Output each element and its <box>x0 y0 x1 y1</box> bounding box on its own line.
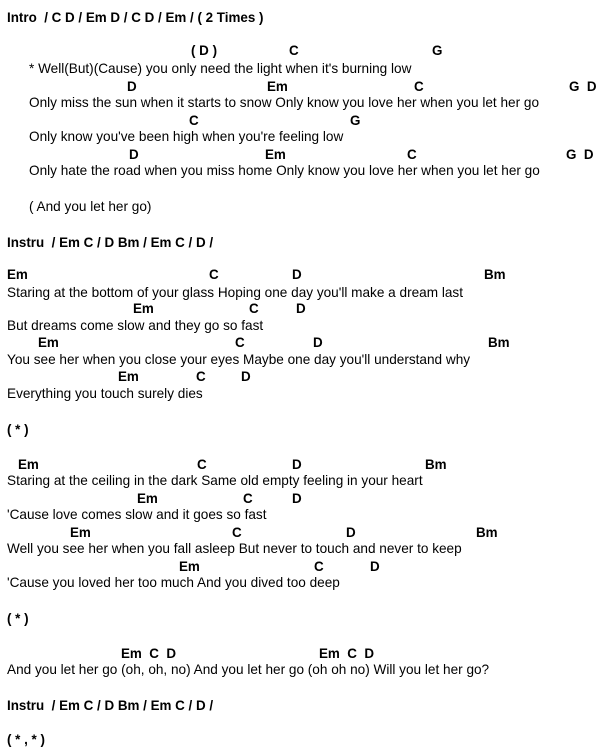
chord: Bm <box>425 457 447 472</box>
chord: Em <box>7 267 28 282</box>
chord: C <box>232 525 242 540</box>
lyric-line: But dreams come slow and they go so fast <box>7 318 264 333</box>
intro-line: Intro / C D / Em D / C D / Em / ( 2 Times ) <box>7 10 264 25</box>
chord: D <box>370 559 380 574</box>
chord: C <box>196 369 206 384</box>
chord: C <box>414 79 424 94</box>
chord: ( D ) <box>191 43 218 58</box>
chord: D <box>127 79 137 94</box>
chord: C <box>407 147 417 162</box>
lyric-line: Everything you touch surely dies <box>7 386 203 401</box>
chord: C <box>189 113 199 128</box>
chord: Em C D <box>121 646 177 661</box>
chord: D <box>129 147 139 162</box>
lyric-line: ( And you let her go) <box>29 199 152 214</box>
chord: G <box>350 113 361 128</box>
chord: C <box>243 491 253 506</box>
instru-line: Instru / Em C / D Bm / Em C / D / <box>7 235 214 250</box>
chord: D <box>241 369 251 384</box>
chord: G D <box>566 147 594 162</box>
chord: Em <box>118 369 139 384</box>
lyric-line: Only miss the sun when it starts to snow Only know you love her when you let her go <box>29 95 540 110</box>
chord: C <box>235 335 245 350</box>
lyric-line: Well you see her when you fall asleep But never to touch and never to keep <box>7 541 462 556</box>
chord: Bm <box>484 267 506 282</box>
chord: Em <box>179 559 200 574</box>
chord: Em <box>267 79 288 94</box>
chord: Em <box>265 147 286 162</box>
lyric-line: And you let her go (oh, oh, no) And you let her go (oh oh no) Will you let her go? <box>7 662 490 677</box>
refrain-marker: ( * ) <box>7 611 29 626</box>
chord: Em <box>133 301 154 316</box>
chord: C <box>249 301 259 316</box>
refrain-marker: ( * , * ) <box>7 732 45 747</box>
chord: C <box>197 457 207 472</box>
chord: D <box>292 457 302 472</box>
chord: C <box>289 43 299 58</box>
lyric-line: 'Cause you loved her too much And you dived too deep <box>7 575 340 590</box>
refrain-marker: ( * ) <box>7 422 29 437</box>
chord: D <box>292 491 302 506</box>
chord: D <box>292 267 302 282</box>
instru-line: Instru / Em C / D Bm / Em C / D / <box>7 698 214 713</box>
chord: Em <box>38 335 59 350</box>
lyric-line: 'Cause love comes slow and it goes so fast <box>7 507 267 522</box>
chord: Bm <box>488 335 510 350</box>
chord: Em <box>70 525 91 540</box>
chord: Em <box>137 491 158 506</box>
lyric-line: Staring at the ceiling in the dark Same old empty feeling in your heart <box>7 473 423 488</box>
lyric-line: Staring at the bottom of your glass Hoping one day you'll make a dream last <box>7 285 463 300</box>
lyric-line: Only know you've been high when you're feeling low <box>29 129 344 144</box>
chord: Em <box>18 457 39 472</box>
lyric-line: You see her when you close your eyes Maybe one day you'll understand why <box>7 352 471 367</box>
chord: Bm <box>476 525 498 540</box>
chord: Em C D <box>319 646 375 661</box>
chord: C <box>314 559 324 574</box>
chord: D <box>296 301 306 316</box>
chord: D <box>346 525 356 540</box>
lyric-line: Only hate the road when you miss home Only know you love her when you let her go <box>29 163 540 178</box>
chord: D <box>313 335 323 350</box>
lyric-line: * Well(But)(Cause) you only need the light when it's burning low <box>29 61 412 76</box>
chord: G <box>432 43 443 58</box>
chord: C <box>209 267 219 282</box>
chord: G D <box>569 79 597 94</box>
